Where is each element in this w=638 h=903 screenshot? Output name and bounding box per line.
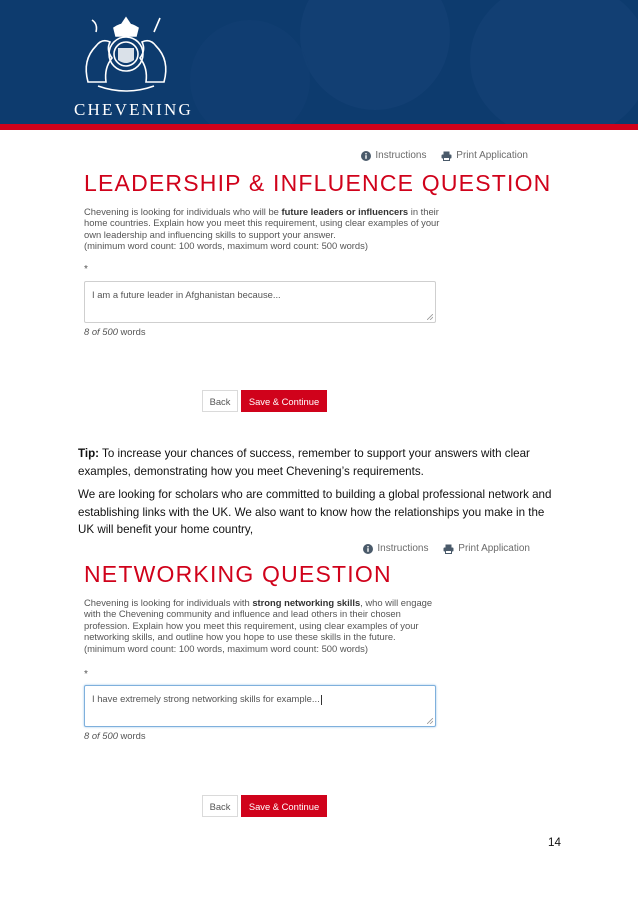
question-description (84, 206, 444, 252)
question-description (84, 597, 436, 654)
question-title: LEADERSHIP & INFLUENCE QUESTION (84, 170, 552, 196)
answer-text: I am a future leader in Afghanistan because... (92, 289, 281, 300)
word-count-of: of (91, 730, 100, 741)
tip-text: To increase your chances of success, remember to support your answers with clear examples, demonstrating how you meet Chevening’s requirements. (78, 447, 530, 478)
word-count (84, 326, 146, 337)
top-links (351, 543, 530, 557)
instructions-link[interactable] (361, 150, 426, 161)
networking-question-panel (84, 543, 544, 823)
word-count-current: 8 (84, 730, 90, 741)
header-red-bar (0, 124, 638, 130)
save-continue-button[interactable]: Save & Continue (241, 390, 327, 412)
word-limits: (minimum word count: 100 words, maximum word count: 500 words) (84, 642, 368, 654)
desc-text: in their home countries. Explain how you meet this requirement, using clear examples of your own leadership and influencing skills to support your answer. (84, 206, 440, 240)
instructions-label: Instructions (375, 150, 427, 161)
back-button[interactable]: Back (202, 795, 238, 817)
desc-emphasis: strong networking skills (252, 597, 361, 608)
resize-handle-icon[interactable] (427, 718, 433, 724)
required-marker: * (84, 264, 88, 275)
word-count-unit: words (120, 326, 146, 337)
print-application-label: Print Application (458, 543, 530, 554)
word-count-current: 8 (84, 326, 90, 337)
site-header (0, 0, 638, 124)
header-pattern (190, 20, 310, 124)
instructions-link[interactable] (363, 543, 428, 554)
word-count-max: 500 (102, 326, 118, 337)
instructions-label: Instructions (377, 543, 429, 554)
save-continue-button[interactable]: Save & Continue (241, 795, 327, 817)
word-count-of: of (91, 326, 100, 337)
question-title: NETWORKING QUESTION (84, 561, 392, 587)
printer-icon (443, 544, 454, 554)
desc-text: Chevening is looking for individuals who will be (84, 206, 282, 217)
brand-name: CHEVENING (74, 100, 193, 119)
answer-textarea[interactable] (84, 281, 436, 323)
leadership-question-panel (84, 150, 552, 415)
info-icon (361, 151, 371, 161)
answer-textarea[interactable] (84, 685, 436, 727)
header-pattern (300, 0, 450, 110)
back-button[interactable]: Back (202, 390, 238, 412)
top-links (349, 150, 528, 164)
print-application-label: Print Application (456, 150, 528, 161)
royal-crest-logo (74, 12, 178, 94)
word-count (84, 730, 146, 741)
printer-icon (441, 151, 452, 161)
print-application-link[interactable] (441, 150, 528, 161)
text-cursor (321, 695, 322, 705)
tip-label: Tip: (78, 447, 100, 460)
answer-text: I have extremely strong networking skills for example... (92, 693, 320, 704)
print-application-link[interactable] (443, 543, 530, 554)
desc-emphasis: future leaders or influencers (281, 206, 409, 217)
intro-paragraph: We are looking for scholars who are committed to building a global professional network and establishing links with the UK. We also want to know how the relationships you make in the UK will benefit your home country, (78, 488, 552, 536)
header-pattern (470, 0, 638, 124)
page-number: 14 (548, 836, 561, 849)
word-limits: (minimum word count: 100 words, maximum word count: 500 words) (84, 240, 368, 252)
desc-text: Chevening is looking for individuals with (84, 597, 253, 608)
info-icon (363, 544, 373, 554)
resize-handle-icon[interactable] (427, 314, 433, 320)
desc-text: , who will engage with the Chevening community and influence and lead others in their chosen profession. Explain how you meet this requirement, using clear examples of your networking skills, and outline how you hope to use these skills in the future. (84, 597, 433, 643)
word-count-unit: words (120, 730, 146, 741)
tip-paragraph (78, 445, 558, 480)
required-marker: * (84, 669, 88, 680)
word-count-max: 500 (102, 730, 118, 741)
